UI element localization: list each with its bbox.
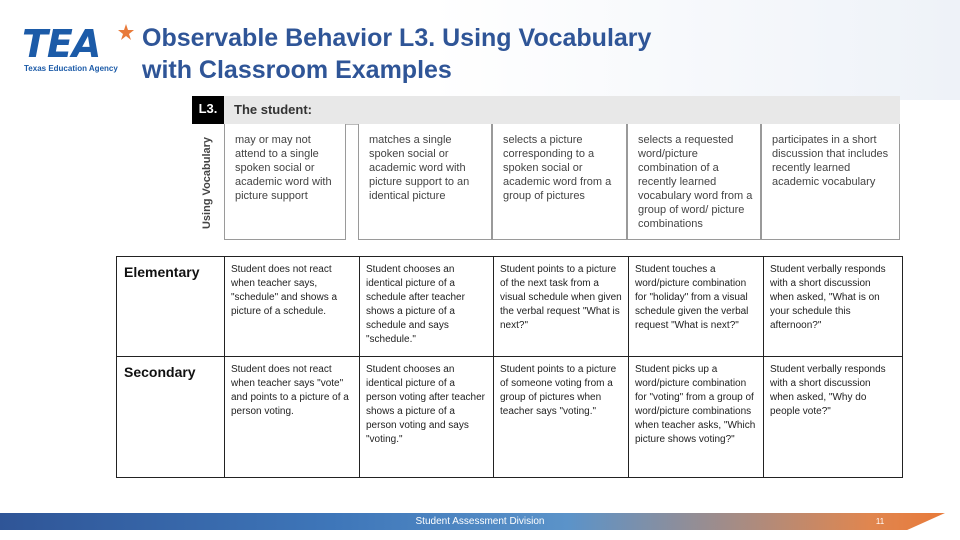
table-cell: Student does not react when teacher says, "schedule" and shows a picture of a schedule. bbox=[225, 257, 360, 357]
footer-text: Student Assessment Division bbox=[415, 516, 545, 527]
table-row bbox=[117, 257, 903, 357]
table-cell: Student verbally responds with a short discussion when asked, "What is on your schedule this afternoon?" bbox=[764, 257, 903, 357]
excerpt-column: may or may not attend to a single spoken social or academic word with picture support bbox=[224, 124, 346, 240]
excerpt-column: participates in a short discussion that includes recently learned academic vocabulary bbox=[761, 124, 900, 240]
behavior-code: L3. bbox=[192, 96, 224, 124]
excerpt-column: matches a single spoken social or academic word with picture support to an identical picture bbox=[358, 124, 492, 240]
l3-excerpt bbox=[192, 96, 900, 242]
table-cell: Student chooses an identical picture of a schedule after teacher shows a picture of a schedule and says "schedule." bbox=[360, 257, 494, 357]
table-cell: Student chooses an identical picture of a person voting after teacher shows a picture of a person voting and says "voting." bbox=[360, 357, 494, 478]
side-label-text: Using Vocabulary bbox=[201, 136, 214, 230]
row-label-secondary: Secondary bbox=[117, 357, 225, 478]
page-title bbox=[142, 22, 782, 86]
excerpt-column: selects a picture corresponding to a spoken social or academic word from a group of pictures bbox=[492, 124, 627, 240]
title-line-1: Observable Behavior L3. Using Vocabulary bbox=[142, 24, 652, 52]
student-header: The student: bbox=[234, 102, 312, 117]
excerpt-column: selects a requested word/picture combination of a recently learned vocabulary word from a group of word/ picture combinations bbox=[627, 124, 761, 240]
page-number: 11 bbox=[875, 517, 885, 526]
tea-logo bbox=[22, 22, 132, 78]
logo-tagline: Texas Education Agency bbox=[24, 64, 118, 73]
row-label-elementary: Elementary bbox=[117, 257, 225, 357]
logo-mark: TEA bbox=[22, 22, 101, 66]
table-cell: Student points to a picture of the next task from a visual schedule when given the verbal request "What is next?" bbox=[494, 257, 629, 357]
table-cell: Student points to a picture of someone voting from a group of pictures when teacher says "voting." bbox=[494, 357, 629, 478]
student-header-bar bbox=[224, 96, 900, 125]
table-cell: Student touches a word/picture combination for "holiday" from a visual schedule given the verbal request "What is next?" bbox=[629, 257, 764, 357]
side-label bbox=[192, 124, 222, 242]
table-row bbox=[117, 357, 903, 478]
table-cell: Student verbally responds with a short discussion when asked, "Why do people vote?" bbox=[764, 357, 903, 478]
table-cell: Student picks up a word/picture combination for "voting" from a group of word/picture combinations when teacher asks, "Which picture shows voting?" bbox=[629, 357, 764, 478]
table-cell: Student does not react when teacher says "vote" and points to a picture of a person voting. bbox=[225, 357, 360, 478]
examples-table bbox=[116, 256, 903, 478]
star-icon bbox=[118, 24, 134, 40]
title-line-2: with Classroom Examples bbox=[142, 56, 452, 84]
